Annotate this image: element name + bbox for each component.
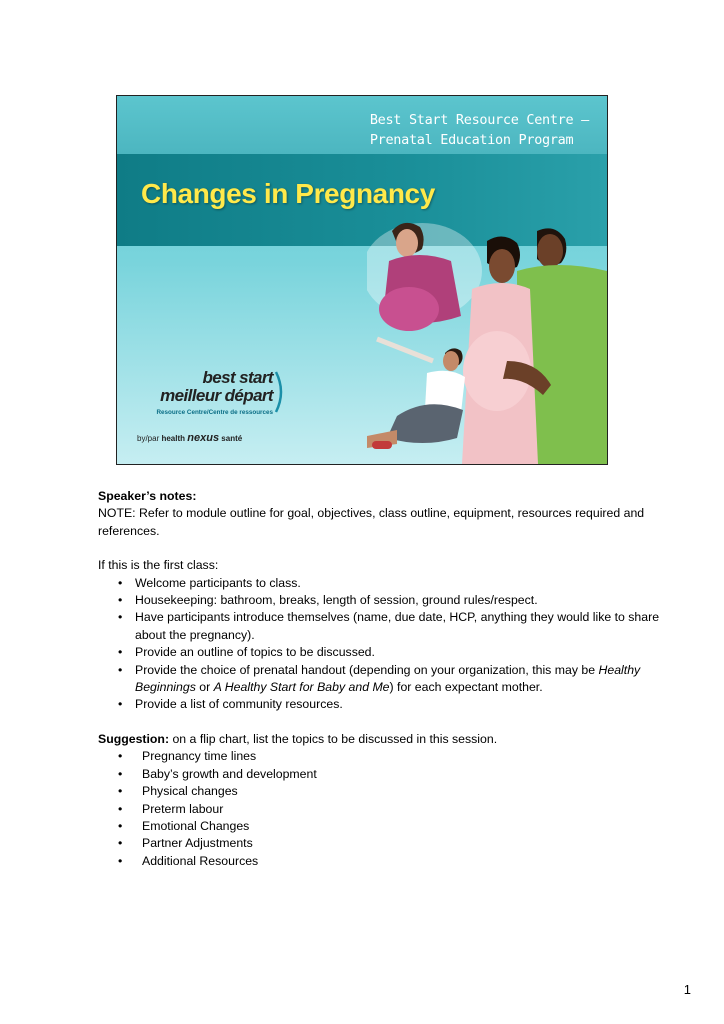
- handout-mid: or: [195, 680, 214, 695]
- slide-title: Changes in Pregnancy: [141, 178, 435, 209]
- first-class-list: [98, 575, 663, 714]
- handout-pre: Provide the choice of prenatal handout (depending on your organization, this may be: [135, 662, 599, 677]
- logo-by-line: [137, 432, 242, 444]
- notes-heading: Speaker’s notes:: [98, 489, 197, 503]
- list-item: • Additional Resources: [98, 853, 663, 870]
- list-item: • Baby’s growth and development: [98, 766, 663, 783]
- logo-health: health: [161, 434, 186, 443]
- handout-post: ) for each expectant mother.: [389, 680, 543, 695]
- program-line-1: Best Start Resource Centre –: [369, 112, 589, 128]
- program-name: [370, 110, 589, 150]
- logo-subtitle: Resource Centre/Centre de ressources: [156, 409, 273, 416]
- list-item: • Housekeeping: bathroom, breaks, length of session, ground rules/respect.: [98, 592, 663, 609]
- handout-book-1: Healthy Beginnings: [135, 662, 641, 695]
- pregnancy-photo-collage: [367, 211, 607, 464]
- list-item: • Preterm labour: [98, 801, 663, 818]
- page-number: 1: [683, 982, 691, 997]
- suggestion-text: on a flip chart, list the topics to be discussed in this session.: [169, 731, 498, 746]
- list-item: • Provide an outline of topics to be discussed.: [98, 644, 663, 661]
- list-item: • Have participants introduce themselves (name, due date, HCP, anything they would like to share about the pregnancy).: [98, 609, 663, 644]
- list-item: • Welcome participants to class.: [98, 575, 663, 592]
- list-item: • Emotional Changes: [98, 818, 663, 835]
- program-line-2: Prenatal Education Program: [369, 132, 574, 148]
- speaker-notes: [98, 488, 663, 870]
- best-start-logo: [137, 368, 287, 448]
- logo-french: meilleur départ: [160, 386, 273, 405]
- logo-english: best start: [202, 368, 273, 387]
- list-item: • Partner Adjustments: [98, 835, 663, 852]
- suggestion-label: Suggestion:: [98, 731, 170, 746]
- handout-book-2: A Healthy Start for Baby and Me: [213, 680, 390, 695]
- topics-list: [98, 748, 663, 870]
- list-item-handout: [98, 662, 663, 697]
- suggestion-line: [98, 731, 663, 748]
- logo-nexus: nexus: [187, 432, 220, 444]
- list-item: • Physical changes: [98, 783, 663, 800]
- first-class-intro: If this is the first class:: [98, 558, 219, 573]
- logo-sante: santé: [221, 434, 243, 443]
- notes-note: NOTE: Refer to module outline for goal, objectives, class outline, equipment, resources required and references.: [98, 506, 645, 538]
- slide-image: [116, 95, 608, 465]
- list-item: • Provide a list of community resources.: [98, 696, 663, 713]
- list-item: • Pregnancy time lines: [98, 748, 663, 765]
- logo-by-par: by/par: [137, 434, 160, 443]
- logo-bracket-icon: [273, 370, 287, 414]
